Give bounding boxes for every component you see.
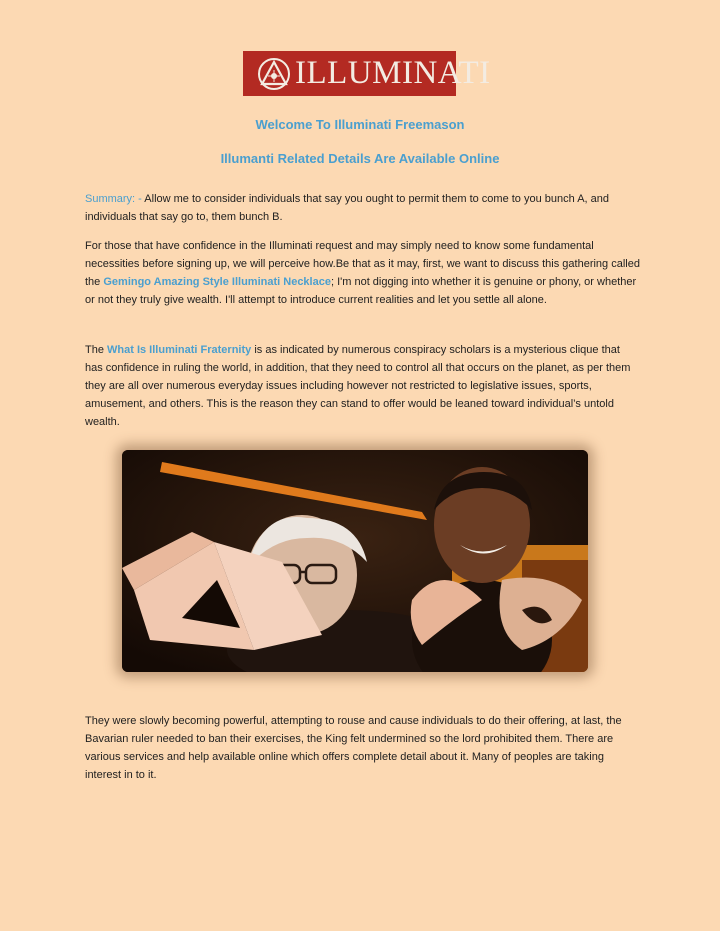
fraternity-paragraph-after: is as indicated by numerous conspiracy scholars is a mysterious clique that has confidence in ruling the world, in addition, that they need to control all that occurs on the planet, as per them they are all over numerous everyday issues including however not restricted to legislative issues, sports, amusement, and others. This is the reason they can stand to offer would be leaned toward individual’s untold wealth.	[85, 344, 631, 428]
page-subtitle: Illumanti Related Details Are Available Online	[220, 151, 500, 166]
logo-text: ILLUMINATI	[295, 55, 491, 91]
necklace-paragraph	[85, 237, 640, 309]
page-title: Welcome To Illuminati Freemason	[255, 117, 465, 132]
summary-paragraph	[85, 190, 640, 226]
bavarian-paragraph: They were slowly becoming powerful, attempting to rouse and cause individuals to do their offering, at last, the Bavarian ruler needed to ban their exercises, the King felt undermined so the lord prohibited them. There are various services and help available online which offers complete detail about it. Many of peoples are taking interest in to it.	[85, 715, 622, 781]
fraternity-paragraph-before: The	[85, 344, 108, 356]
summary-label: Summary: -	[85, 193, 142, 205]
necklace-link[interactable]: Gemingo Amazing Style Illuminati Necklace	[103, 276, 331, 288]
fraternity-paragraph	[85, 341, 640, 431]
necklace-paragraph-after: ; I'm not digging into whether it is genuine or phony, or whether or not they truly give wealth. I'll attempt to introduce current realities and let you settle all alone.	[85, 276, 637, 306]
illuminati-logo	[243, 51, 491, 96]
fraternity-link[interactable]: What Is Illuminati Fraternity	[107, 344, 252, 356]
summary-text: Allow me to consider individuals that say you ought to permit them to come to you bunch A, and individuals that say go to, them bunch B.	[85, 193, 609, 223]
necklace-paragraph-before: For those that have confidence in the Illuminati request and may simply need to know some fundamental necessities before signing up, we will perceive how.Be that as it may, first, we want to discuss this gathering called the	[85, 240, 640, 288]
pyramid-eye-icon	[257, 57, 291, 91]
illuminati-hand-sign-photo	[122, 450, 588, 672]
